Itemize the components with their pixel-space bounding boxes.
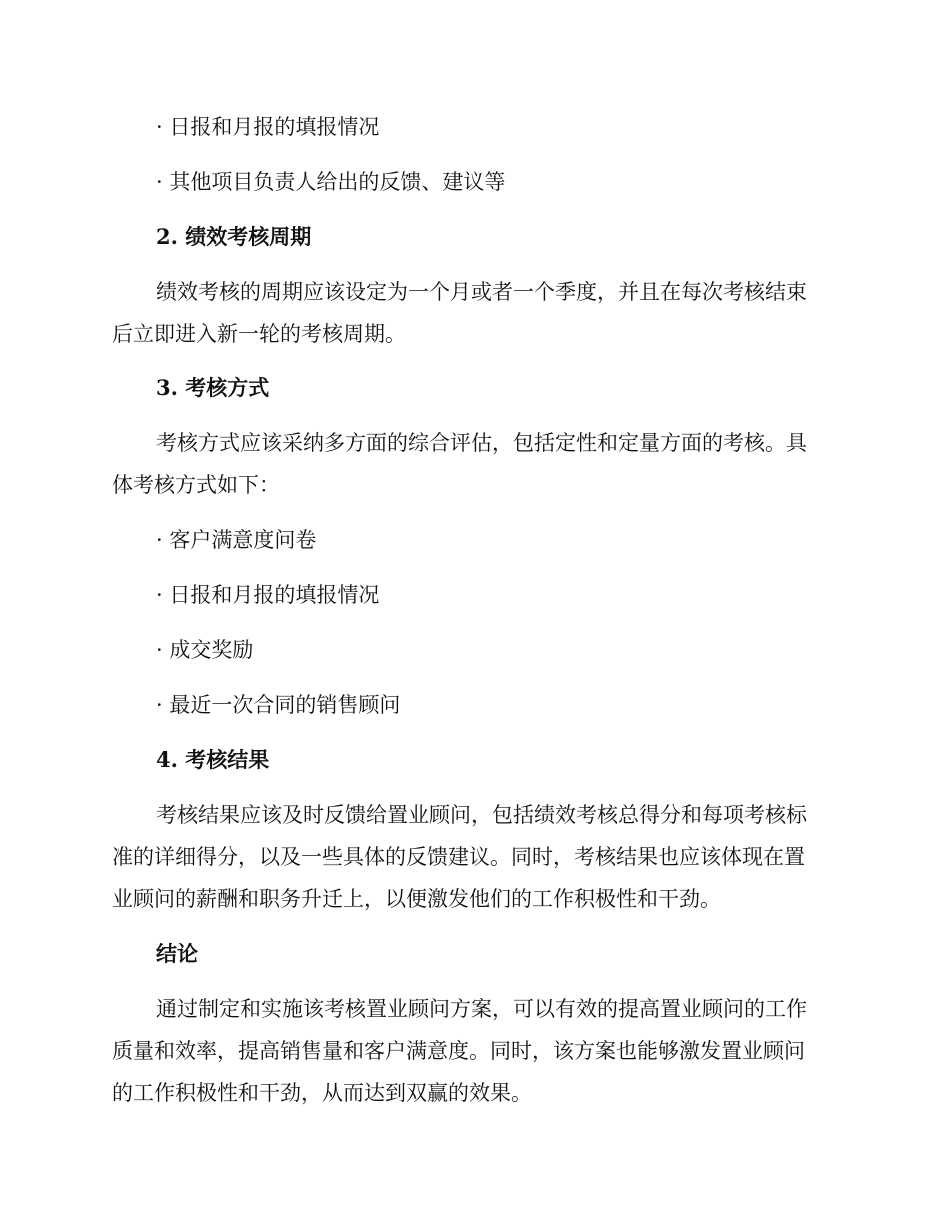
bullet-daily-monthly-report: · 日报和月报的填报情况 xyxy=(156,115,380,139)
paragraph-review-results-line2: 准的详细得分，以及一些具体的反馈建议。同时，考核结果也应该体现在置 xyxy=(112,845,805,869)
paragraph-conclusion-line1: 通过制定和实施该考核置业顾问方案，可以有效的提高置业顾问的工作 xyxy=(156,997,807,1021)
bullet-deal-reward: · 成交奖励 xyxy=(156,638,254,662)
bullet-other-feedback: · 其他项目负责人给出的反馈、建议等 xyxy=(156,170,506,194)
heading-review-results: 4. 考核结果 xyxy=(156,747,270,772)
paragraph-review-results-line1: 考核结果应该及时反馈给置业顾问，包括绩效考核总得分和每项考核标 xyxy=(156,803,807,827)
paragraph-review-cycle-line2: 后立即进入新一轮的考核周期。 xyxy=(112,322,406,346)
paragraph-review-method-line1: 考核方式应该采纳多方面的综合评估，包括定性和定量方面的考核。具 xyxy=(156,431,807,455)
heading-review-method: 3. 考核方式 xyxy=(156,375,270,400)
paragraph-review-cycle-line1: 绩效考核的周期应该设定为一个月或者一个季度，并且在每次考核结束 xyxy=(156,280,807,304)
paragraph-review-results-line3: 业顾问的薪酬和职务升迁上，以便激发他们的工作积极性和干劲。 xyxy=(112,887,721,911)
heading-conclusion: 结论 xyxy=(156,941,198,966)
paragraph-conclusion-line2: 质量和效率，提高销售量和客户满意度。同时，该方案也能够激发置业顾问 xyxy=(112,1039,805,1063)
bullet-report-status: · 日报和月报的填报情况 xyxy=(156,583,380,607)
heading-review-cycle: 2. 绩效考核周期 xyxy=(156,224,312,249)
paragraph-conclusion-line3: 的工作积极性和干劲，从而达到双赢的效果。 xyxy=(112,1081,532,1105)
bullet-last-contract-consultant: · 最近一次合同的销售顾问 xyxy=(156,693,401,717)
bullet-customer-survey: · 客户满意度问卷 xyxy=(156,528,317,552)
paragraph-review-method-line2: 体考核方式如下： xyxy=(112,473,280,497)
